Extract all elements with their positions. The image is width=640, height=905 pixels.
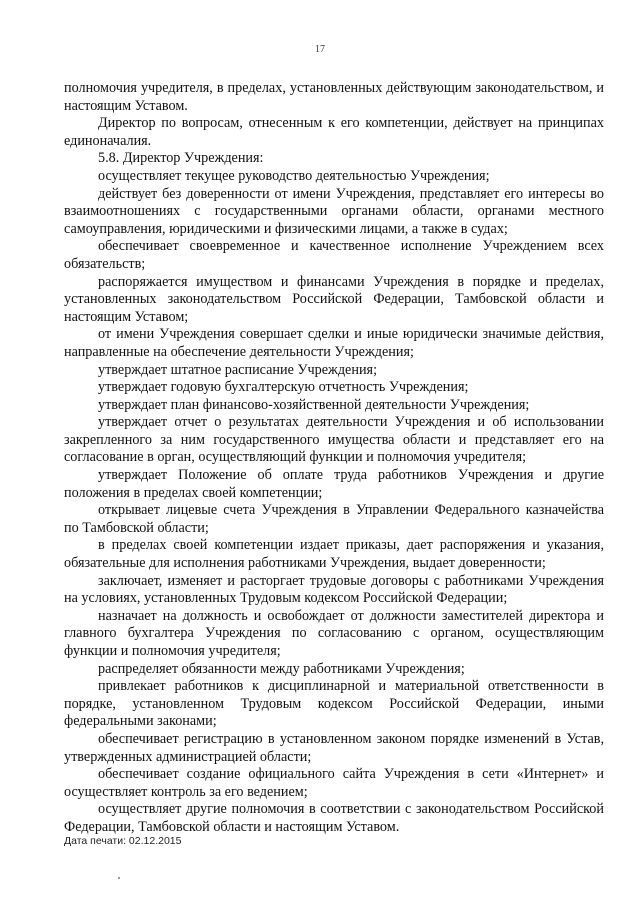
duty-item: привлекает работников к дисциплинарной и материальной ответственности в порядке, установленном Трудовым кодексом Российской Федерации, иными федеральными законами;: [64, 678, 604, 730]
print-date: Дата печати: 02.12.2015: [64, 835, 182, 847]
duty-item: от имени Учреждения совершает сделки и иные юридически значимые действия, направленные на обеспечение деятельности Учреждения;: [64, 326, 604, 360]
paragraph-director-principle: Директор по вопросам, отнесенным к его компетенции, действует на принципах единоначалия.: [64, 115, 604, 149]
scan-speck: [118, 877, 120, 879]
duty-item: осуществляет другие полномочия в соответствии с законодательством Российской Федерации, Тамбовской области и настоящим Уставом.: [64, 801, 604, 835]
duty-item: назначает на должность и освобождает от должности заместителей директора и главного бухгалтера Учреждения по согласованию с органом, осуществляющим функции и полномочия учредителя;: [64, 607, 604, 659]
duty-item: распределяет обязанности между работниками Учреждения;: [98, 660, 465, 677]
duty-item: утверждает отчет о результатах деятельности Учреждения и об использовании закрепленного за ним государственного имущества области и представляет его на согласование в орган, осуществляющий функции и полномочия учредителя;: [64, 414, 604, 466]
duty-item: утверждает штатное расписание Учреждения;: [98, 361, 378, 378]
section-heading-5-8: 5.8. Директор Учреждения:: [98, 150, 264, 167]
document-body: [64, 80, 604, 837]
duty-item: утверждает Положение об оплате труда работников Учреждения и другие положения в пределах своей компетенции;: [64, 467, 604, 501]
duty-item: осуществляет текущее руководство деятельностью Учреждения;: [98, 167, 490, 184]
duty-item: утверждает план финансово-хозяйственной деятельности Учреждения;: [98, 396, 530, 413]
duty-item: обеспечивает своевременное и качественное исполнение Учреждением всех обязательств;: [64, 238, 604, 272]
duty-item: заключает, изменяет и расторгает трудовые договоры с работниками Учреждения на условиях, установленных Трудовым кодексом Российской Федерации;: [64, 572, 604, 607]
duty-item: распоряжается имуществом и финансами Учреждения в порядке и пределах, установленных законодательством Российской Федерации, Тамбовской области и настоящим Уставом;: [64, 273, 604, 325]
page-number: 17: [315, 44, 325, 55]
duty-item: в пределах своей компетенции издает приказы, дает распоряжения и указания, обязательные для исполнения работниками Учреждения, выдает доверенности;: [64, 537, 604, 572]
duty-item: обеспечивает создание официального сайта Учреждения в сети «Интернет» и осуществляет контроль за его ведением;: [64, 766, 604, 800]
duty-item: действует без доверенности от имени Учреждения, представляет его интересы во взаимоотношениях с государственными органами области, органами местного самоуправления, юридическими и физическими лицами, а также в судах;: [64, 185, 604, 237]
duty-item: открывает лицевые счета Учреждения в Управлении Федерального казначейства по Тамбовской области;: [64, 502, 604, 536]
paragraph-continuation: полномочия учредителя, в пределах, установленных действующим законодательством, и настоящим Уставом.: [64, 80, 604, 114]
duty-item: утверждает годовую бухгалтерскую отчетность Учреждения;: [98, 379, 469, 396]
duty-item: обеспечивает регистрацию в установленном законом порядке изменений в Устав, утвержденных администрацией области;: [64, 730, 604, 765]
